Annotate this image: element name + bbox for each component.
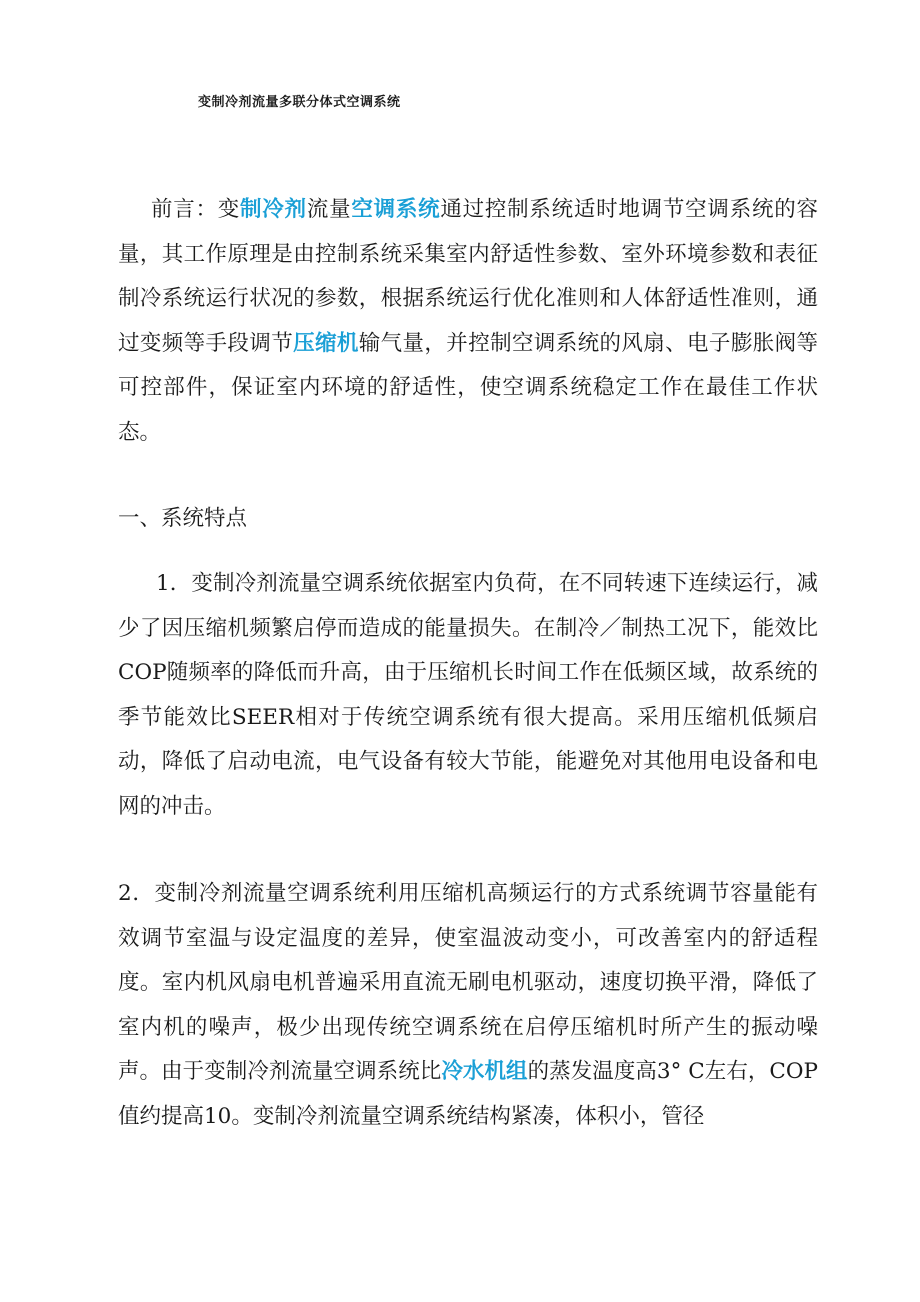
- intro-text-1: 前言：变: [151, 197, 241, 222]
- feature-item-1: 1．变制冷剂流量空调系统依据室内负荷，在不同转速下连续运行，减少了因压缩机频繁启停而造成的能量损失。在制冷／制热工况下，能效比COP随频率的降低而升高，由于压缩机长时间工作在低频区域，故系统的季节能效比SEER相对于传统空调系统有很大提高。采用压缩机低频启动，降低了启动电流，电气设备有较大节能，能避免对其他用电设备和电网的冲击。: [118, 571, 818, 819]
- intro-paragraph: [118, 188, 818, 456]
- intro-text-2: 流量: [306, 197, 352, 222]
- link-compressor[interactable]: 压缩机: [293, 330, 359, 356]
- intro-text-3: 通过控制系统适时地调节空调系统的容量，其工作原理是由控制系统采集室内舒适性参数、室外环境参数和表征制冷系统运行状况的参数，根据系统运行优化准则和人体舒适性准则，通过变频等手段调节: [118, 197, 818, 356]
- link-air-conditioning-system[interactable]: 空调系统: [351, 197, 441, 222]
- intro-text-4: 输气量，并控制空调系统的风扇、电子膨胀阀等可控部件，保证室内环境的舒适性，使空调系统稳定工作在最佳工作状态。: [118, 330, 818, 445]
- link-chiller-unit[interactable]: 冷水机组: [441, 1059, 528, 1085]
- link-refrigerant[interactable]: 制冷剂: [240, 197, 307, 222]
- section-heading: 一、系统特点: [118, 506, 248, 531]
- item2-text-1: 2．变制冷剂流量空调系统利用压缩机高频运行的方式系统调节容量能有效调节室温与设定温度的差异，使室温波动变小，可改善室内的舒适程度。室内机风扇电机普遍采用直流无刷电机驱动，速度切换平滑，降低了室内机的噪声，极少出现传统空调系统在启停压缩机时所产生的振动噪声。由于变制冷剂流量空调系统比: [118, 881, 818, 1085]
- feature-item-2: [118, 872, 818, 1140]
- document-title: 变制冷剂流量多联分体式空调系统: [198, 95, 401, 110]
- item2-text-2: 的蒸发温度高3° C左右，COP值约提高10。变制冷剂流量空调系统结构紧凑，体积小，管径: [118, 1059, 818, 1129]
